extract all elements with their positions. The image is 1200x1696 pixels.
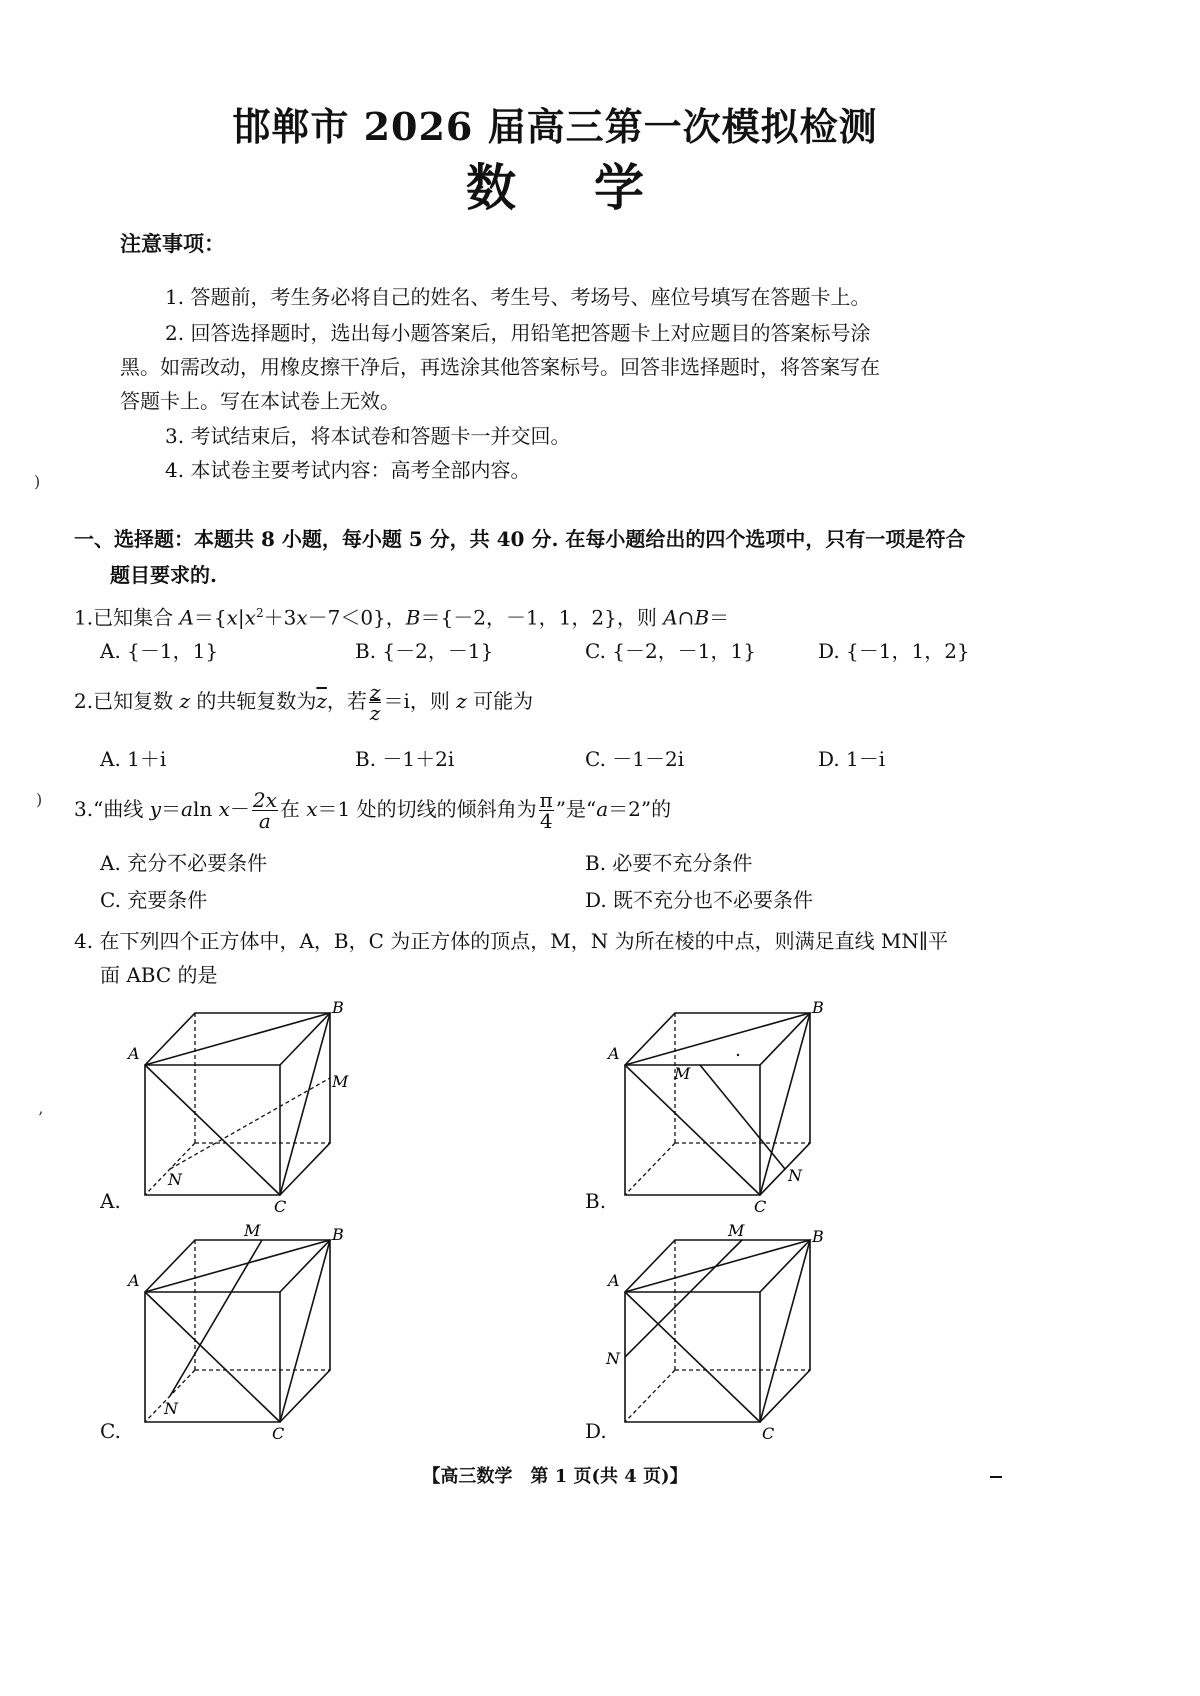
point-a-label: A — [608, 1271, 620, 1290]
q2-option-b: B. －1＋2i — [355, 747, 455, 771]
point-a-label: A — [608, 1044, 620, 1063]
point-b-label: B — [812, 998, 824, 1017]
point-m-label: M — [674, 1064, 691, 1083]
question-3: 3.“曲线 y＝aln x－ $\frac{2x}{a}$ 在 x＝1 处的切线的倾斜角为 $\frac{\pi}{4}$ ”是“a＝2”的 — [74, 788, 672, 833]
q1-option-d: D. {－1，1，2} — [818, 639, 970, 663]
note-line-5: 3. 考试结束后，将本试卷和答题卡一并交回。 — [165, 424, 571, 448]
cube-figure-a — [100, 995, 380, 1220]
point-a-label: A — [128, 1271, 140, 1290]
note-line-4: 答题卡上。写在本试卷上无效。 — [120, 389, 400, 413]
margin-mark: ) — [36, 790, 43, 809]
figure-a-label: A. — [100, 1189, 121, 1213]
q3-option-c: C. 充要条件 — [100, 888, 208, 912]
note-line-1: 1. 答题前，考生务必将自己的姓名、考生号、考场号、座位号填写在答题卡上。 — [165, 285, 871, 309]
note-line-6: 4. 本试卷主要考试内容：高考全部内容。 — [165, 458, 531, 482]
point-m-label: M — [332, 1072, 349, 1091]
point-b-label: B — [332, 1225, 344, 1244]
point-m-label: M — [728, 1221, 745, 1240]
q1-option-a: A. {－1，1} — [100, 639, 219, 663]
point-n-label: N — [788, 1166, 802, 1185]
point-b-label: B — [812, 1227, 824, 1246]
cube-figure-b — [580, 995, 860, 1220]
q3-option-b: B. 必要不充分条件 — [585, 851, 753, 875]
page-footer: 【高三数学 第 1 页(共 4 页)】 — [422, 1466, 688, 1487]
corner-mark — [990, 1476, 1002, 1478]
q1-option-c: C. {－2，－1，1} — [585, 639, 756, 663]
cube-figure-d — [580, 1222, 860, 1447]
point-n-label: N — [606, 1349, 620, 1368]
note-line-3: 黑。如需改动，用橡皮擦干净后，再选涂其他答案标号。回答非选择题时，将答案写在 — [120, 355, 880, 379]
point-b-label: B — [332, 998, 344, 1017]
q2-option-d: D. 1－i — [818, 747, 886, 771]
point-c-label: C — [754, 1197, 767, 1216]
margin-mark: ’ — [38, 1108, 44, 1127]
subject-title: 数学 — [466, 158, 722, 217]
question-4: 4. 在下列四个正方体中，A，B，C 为正方体的顶点，M，N 为所在棱的中点，则满足直线 MN∥平 — [74, 929, 949, 953]
figure-b-label: B. — [585, 1189, 607, 1213]
q2-option-a: A. 1＋i — [100, 747, 167, 771]
section-heading: 一、选择题：本题共 8 小题，每小题 5 分，共 40 分. 在每小题给出的四个选项中，只有一项是符合 — [74, 527, 966, 551]
note-line-2: 2. 回答选择题时，选出每小题答案后，用铅笔把答题卡上对应题目的答案标号涂 — [165, 321, 871, 345]
question-4-cont: 面 ABC 的是 — [100, 963, 218, 987]
section-heading-cont: 题目要求的. — [110, 563, 217, 587]
point-c-label: C — [762, 1424, 775, 1443]
cube-figure-c — [100, 1222, 380, 1447]
point-m-label: M — [244, 1221, 261, 1240]
figure-d-label: D. — [585, 1419, 607, 1443]
question-2: 2.已知复数 z 的共轭复数为$\overline{z}$，若 $\frac{z}{z}$ ＝i，则 z 可能为 — [74, 680, 534, 725]
point-a-label: A — [128, 1044, 140, 1063]
point-c-label: C — [274, 1197, 287, 1216]
q1-option-b: B. {－2，－1} — [355, 639, 494, 663]
point-n-label: N — [164, 1399, 178, 1418]
q3-option-a: A. 充分不必要条件 — [100, 851, 268, 875]
exam-title: 邯郸市 2026 届高三第一次模拟检测 — [232, 104, 878, 149]
question-1: 1.已知集合 $A=\{x|x^2+3x-7<0\}$，B＝{－2，－1，1，2}，则 A∩B＝ — [74, 605, 730, 630]
point-n-label: N — [168, 1170, 182, 1189]
q2-option-c: C. －1－2i — [585, 747, 685, 771]
q3-option-d: D. 既不充分也不必要条件 — [585, 888, 814, 912]
point-c-label: C — [272, 1424, 285, 1443]
figure-c-label: C. — [100, 1419, 121, 1443]
notes-heading: 注意事项： — [120, 231, 225, 256]
margin-mark: ) — [34, 472, 41, 491]
